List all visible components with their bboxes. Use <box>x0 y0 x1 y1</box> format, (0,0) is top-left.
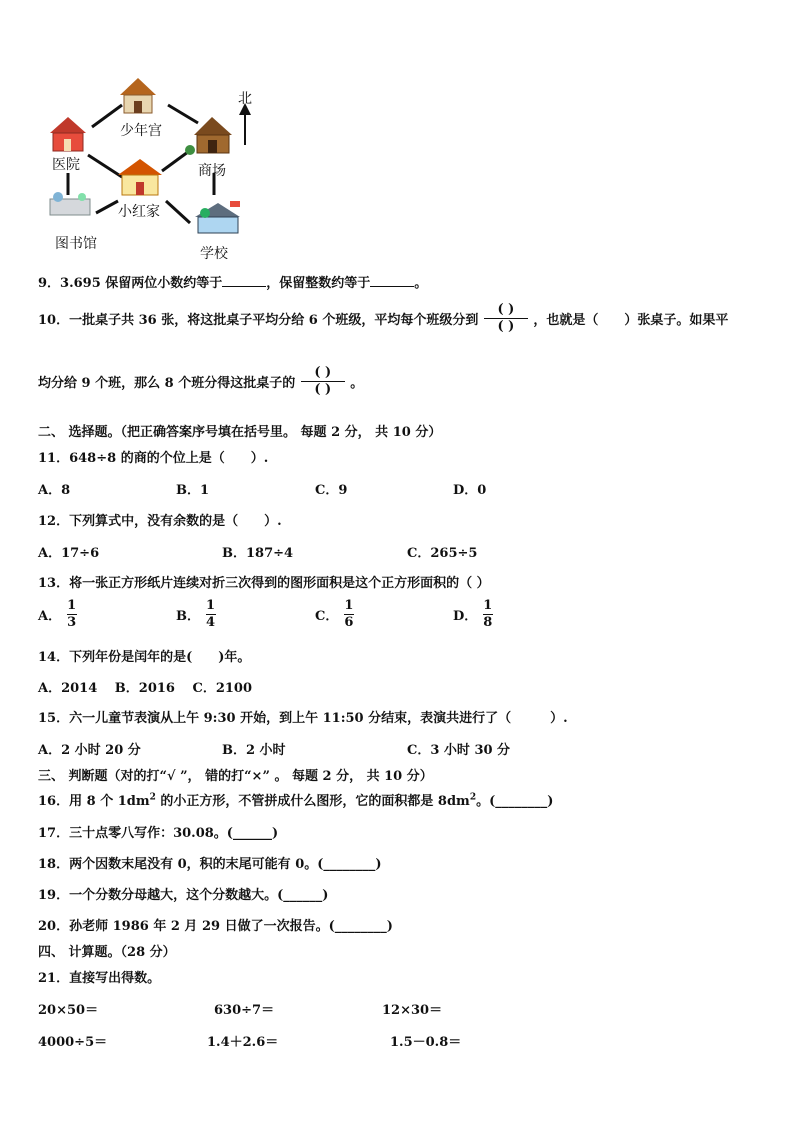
q13-option-a[interactable] <box>38 598 78 631</box>
q13-option-b[interactable] <box>176 598 217 631</box>
path-hospital-youthpalace <box>92 105 122 127</box>
q13-a-num: 1 <box>67 598 77 613</box>
q16-text-a: 16．用 8 个 1dm <box>38 794 150 809</box>
q13-a-den: 3 <box>67 615 77 630</box>
q10-frac2-den: ( ) <box>314 382 332 397</box>
q13-d-letter: D． <box>453 609 478 624</box>
q9-text-a: 9．3.695 保留两位小数约等于 <box>38 276 223 291</box>
q10-frac1-num: ( ) <box>497 302 515 317</box>
label-youth-palace: 少年宫 <box>120 123 162 139</box>
q12-option-b[interactable]: B．187÷4 <box>222 546 294 561</box>
question-13-stem: 13．将一张正方形纸片连续对折三次得到的图形面积是这个正方形面积的（ ） <box>38 576 490 591</box>
q10-frac2-num: ( ) <box>314 365 332 380</box>
question-17: 17．三十点零八写作：30.08。(______) <box>38 826 279 841</box>
calc-1: 20×50＝ <box>38 1003 99 1018</box>
section-3-heading: 三、 判断题（对的打“√ ”， 错的打“×” 。 每题 2 分， 共 10 分） <box>38 769 433 784</box>
section-2-heading: 二、 选择题。（把正确答案序号填在括号里。 每题 2 分， 共 10 分） <box>38 425 442 440</box>
q11-option-b[interactable]: B．1 <box>176 483 210 498</box>
q12-option-c[interactable]: C．265÷5 <box>407 546 478 561</box>
q11-option-d[interactable]: D．0 <box>453 483 487 498</box>
path-hospital-home <box>88 155 122 177</box>
q13-c-fraction <box>343 598 355 631</box>
youth-palace-icon <box>120 78 156 113</box>
q16-text-c: 。(________) <box>476 794 554 809</box>
q10-fraction-1[interactable] <box>483 302 529 335</box>
q10-text-c: ）张桌子。如果平 <box>624 313 729 328</box>
path-home-school <box>166 201 190 223</box>
q15-option-c[interactable]: C．3 小时 30 分 <box>407 743 511 758</box>
question-11-stem: 11．648÷8 的商的个位上是（ ）. <box>38 451 269 466</box>
question-12-stem: 12．下列算式中，没有余数的是（ ）. <box>38 514 282 529</box>
question-21-stem: 21．直接写出得数。 <box>38 971 161 986</box>
question-10-line1 <box>38 302 728 335</box>
label-hospital: 医院 <box>52 157 80 173</box>
q9-blank-1[interactable] <box>222 274 266 287</box>
path-youthpalace-mall <box>168 105 198 123</box>
mall-icon <box>185 117 232 155</box>
q13-b-letter: B． <box>176 609 200 624</box>
q14-options[interactable]: A．2014 B．2016 C．2100 <box>38 681 253 696</box>
label-home: 小红家 <box>118 204 160 220</box>
q13-d-fraction <box>482 598 494 631</box>
q13-option-c[interactable] <box>315 598 355 631</box>
section-4-heading: 四、 计算题。（28 分） <box>38 945 176 960</box>
q15-option-a[interactable]: A．2 小时 20 分 <box>38 743 141 758</box>
q9-text-b: ，保留整数约等于 <box>266 276 371 291</box>
q10-text-d: 均分给 9 个班，那么 8 个班分得这批桌子的 <box>38 376 296 391</box>
q16-text-b: 的小正方形，不管拼成什么图形，它的面积都是 8dm <box>155 794 470 809</box>
hospital-icon <box>50 117 86 151</box>
question-18: 18．两个因数末尾没有 0，积的末尾可能有 0。(________) <box>38 857 382 872</box>
question-14-stem: 14．下列年份是闰年的是( )年。 <box>38 650 251 665</box>
question-19: 19．一个分数分母越大，这个分数越大。(______) <box>38 888 329 903</box>
q10-fraction-2[interactable] <box>300 365 346 398</box>
q16-sup-1: 2 <box>149 792 156 803</box>
question-15-stem: 15．六一儿童节表演从上午 9:30 开始，到上午 11:50 分结束，表演共进行了（ ）. <box>38 711 568 726</box>
q12-option-a[interactable]: A．17÷6 <box>38 546 100 561</box>
q9-blank-2[interactable] <box>370 274 414 287</box>
q9-text-c: 。 <box>414 276 428 291</box>
q13-b-fraction <box>205 598 217 631</box>
q13-option-d[interactable] <box>453 598 494 631</box>
question-9 <box>38 272 427 291</box>
north-label: 北 <box>238 91 252 107</box>
calc-4: 4000÷5＝ <box>38 1035 108 1050</box>
q11-option-c[interactable]: C．9 <box>315 483 348 498</box>
q10-text-a: 10．一批桌子共 36 张，将这批桌子平均分给 6 个班级，平均每个班级分到 <box>38 313 479 328</box>
label-school: 学校 <box>200 246 228 262</box>
question-20: 20．孙老师 1986 年 2 月 29 日做了一次报告。(________) <box>38 919 393 934</box>
calc-5: 1.4＋2.6＝ <box>207 1035 279 1050</box>
q13-c-den: 6 <box>344 615 354 630</box>
school-icon <box>195 201 240 233</box>
q10-text-b: ，也就是（ <box>533 313 599 328</box>
label-mall: 商场 <box>198 163 226 179</box>
q13-d-num: 1 <box>483 598 493 613</box>
q13-a-letter: A． <box>38 609 62 624</box>
q15-option-b[interactable]: B．2 小时 <box>222 743 286 758</box>
calc-3: 12×30＝ <box>382 1003 443 1018</box>
question-16 <box>38 790 553 809</box>
q10-frac1-den: ( ) <box>497 319 515 334</box>
q11-option-a[interactable]: A．8 <box>38 483 71 498</box>
q10-text-e: 。 <box>350 376 364 391</box>
calc-6: 1.5－0.8＝ <box>390 1035 462 1050</box>
q13-b-den: 4 <box>206 615 216 630</box>
calc-2: 630÷7＝ <box>214 1003 275 1018</box>
q13-c-letter: C． <box>315 609 339 624</box>
q13-c-num: 1 <box>344 598 354 613</box>
library-icon <box>50 192 90 215</box>
question-10-line2 <box>38 365 363 398</box>
home-icon <box>118 159 162 195</box>
path-home-library <box>96 201 118 213</box>
q16-sup-2: 2 <box>469 792 477 803</box>
q13-b-num: 1 <box>206 598 216 613</box>
label-library: 图书馆 <box>55 236 97 252</box>
q13-a-fraction <box>66 598 78 631</box>
q13-d-den: 8 <box>483 615 493 630</box>
